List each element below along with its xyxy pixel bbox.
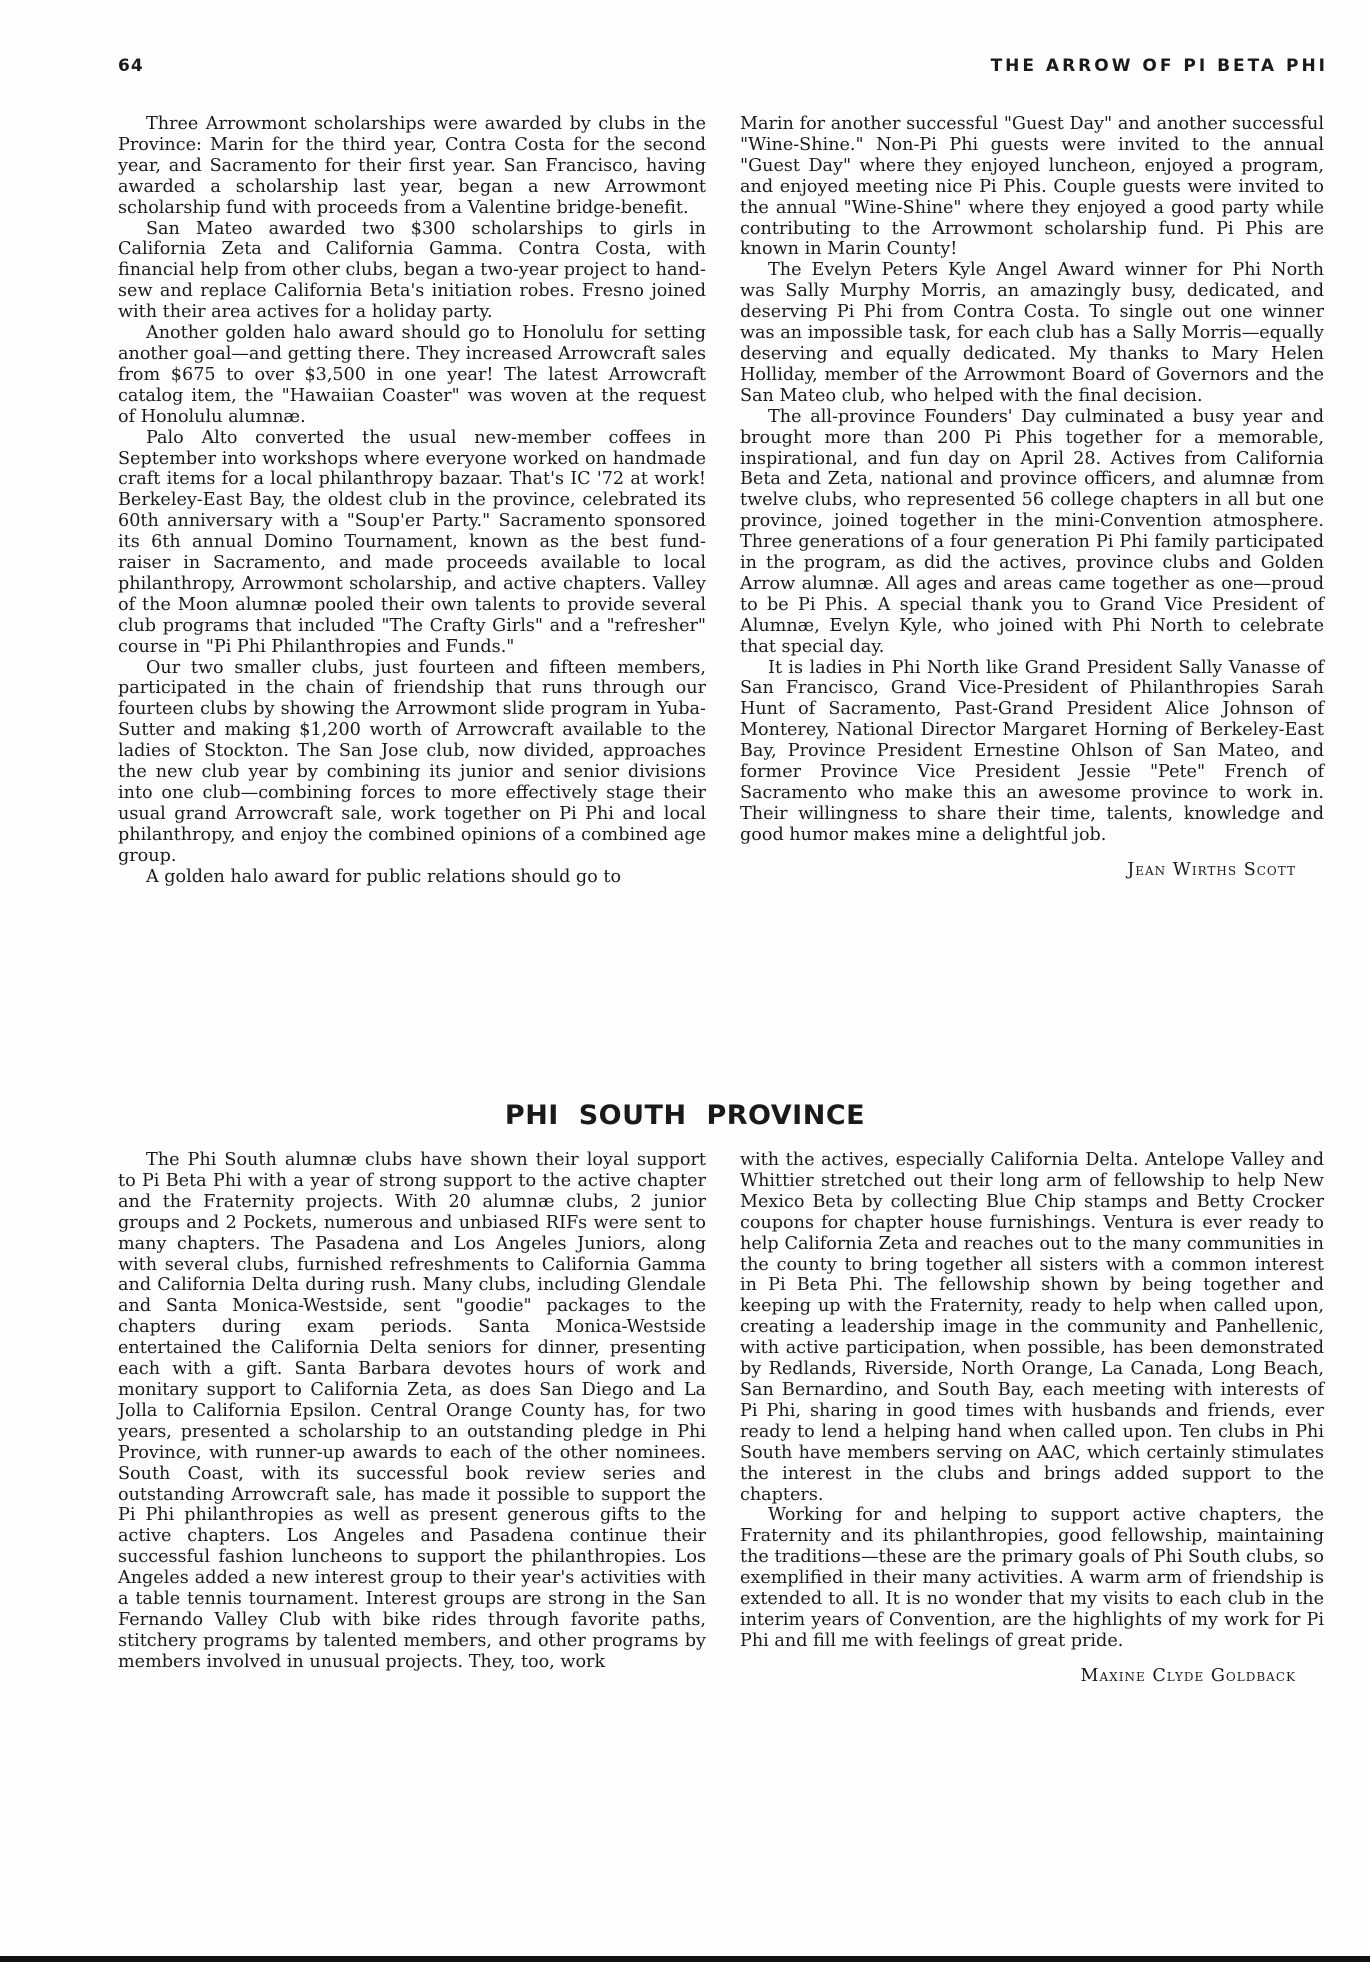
paragraph: A golden halo award for public relations should go to [146,866,622,887]
phi-north-right-column [740,114,1324,881]
journal-title: THE ARROW OF PI BETA PHI [990,56,1328,76]
paragraph: San Mateo awarded two $300 scholarships to girls in California Zeta and California Gamma. Contra Costa, with financial help from other clubs, began a two-year project to hand-sew and replace California Beta's initiation robes. Fresno joined with their area actives for a holiday party. [118,218,706,323]
author-signature: Jean Wirths Scott [1127,859,1296,880]
paragraph: Another golden halo award should go to Honolulu for setting another goal—and getting there. They increased Arrowcraft sales from $675 to over $3,500 in one year! The latest Arrowcraft catalog item, the "Hawaiian Coaster" was woven at the request of Honolulu alumnæ. [118,323,706,427]
paragraph: Palo Alto converted the usual new-member coffees in September into workshops where everyone worked on handmade craft items for a local philanthropy bazaar. That's IC '72 at work! Berkeley-East Bay, the oldest club in the province, celebrated its 60th anniversary with a "Soup'er Party." Sacramento sponsored its 6th annual Domino Tournament, known as the best fund-raiser in Sacramento, and made proceeds available to local philanthropy, Arrowmont scholarship, and active chapters. Valley of the Moon alumnæ pooled their own talents to provide several club programs that included "The Crafty Girls" and a "refresher" course in "Pi Phi Philanthropies and Funds." [118,427,706,657]
page-number: 64 [118,56,144,76]
phi-north-left-column [118,114,706,888]
scan-edge [0,1956,1370,1962]
author-signature: Maxine Clyde Goldback [1080,1665,1296,1686]
paragraph: The all-province Founders' Day culminated a busy year and brought more than 200 Pi Phis together for a memorable, inspirational, and fun day on April 28. Actives from California Beta and Zeta, national and province officers, and alumnæ from twelve clubs, who represented 56 college chapters in all but one province, joined together in the mini-Convention atmosphere. Three generations of a four generation Pi Phi family participated in the program, as did the actives, province clubs and Golden Arrow alumnæ. All ages and areas came together as one—proud to be Pi Phis. A special thank you to Grand Vice President of Alumnæ, Evelyn Kyle, who joined with Phi North to celebrate that special day. [740,406,1324,657]
paragraph: Three Arrowmont scholarships were awarded by clubs in the Province: Marin for the third year, Contra Costa for the second year, and Sacramento for their first year. San Francisco, having awarded a scholarship last year, began a new Arrowmont scholarship fund with proceeds from a Valentine bridge-benefit. [118,114,706,218]
paragraph: The Evelyn Peters Kyle Angel Award winner for Phi North was Sally Murphy Morris, an amazingly busy, dedicated, and deserving Pi Phi from Contra Costa. To single out one winner was an impossible task, for each club has a Sally Morris—equally deserving and equally dedicated. My thanks to Mary Helen Holliday, member of the Arrowmont Board of Governors and the San Mateo club, who helped with the final decision. [740,260,1324,406]
paragraph: The Phi South alumnæ clubs have shown their loyal support to Pi Beta Phi with a year of strong support to the active chapter and the Fraternity projects. With 20 alumnæ clubs, 2 junior groups and 2 Pockets, numerous and unbiased RIFs were sent to many chapters. The Pasadena and Los Angeles Juniors, along with several clubs, furnished refreshments to California Gamma and California Delta during rush. Many clubs, including Glendale and Santa Monica-Westside, sent "goodie" packages to the chapters during exam periods. Santa Monica-Westside entertained the California Delta seniors for dinner, presenting each with a gift. Santa Barbara devotes hours of work and monitary support to California Zeta, as does San Diego and La Jolla to California Epsilon. Central Orange County has, for two years, presented a scholarship to an outstanding pledge in Phi Province, with runner-up awards to each of the other nominees. South Coast, with its successful book review series and outstanding Arrowcraft sale, has made it possible to support the Pi Phi philanthropies as well as present generous gifts to the active chapters. Los Angeles and Pasadena continue their successful fashion luncheons to support the philanthropies. Los Angeles added a new interest group to their year's activities with a table tennis tournament. Interest groups are strong in the San Fernando Valley Club with bike rides through favorite paths, stitchery programs by talented members, and other programs by members involved in unusual projects. They, too, work [118,1150,706,1672]
paragraph: Marin for another successful "Guest Day" and another successful "Wine-Shine." Non-Pi Phi guests were invited to the annual "Guest Day" where they enjoyed luncheon, enjoyed a program, and enjoyed meeting nice Pi Phis. Couple guests were invited to the annual "Wine-Shine" where they enjoyed a good party while contributing to the Arrowmont scholarship fund. Pi Phis are known in Marin County! [740,114,1324,260]
paragraph: with the actives, especially California Delta. Antelope Valley and Whittier stretched out their long arm of fellowship to help New Mexico Beta by collecting Blue Chip stamps and Betty Crocker coupons for chapter house furnishings. Ventura is ever ready to help California Zeta and reaches out to the many communities in the county to bring together all sisters with a common interest in Pi Beta Phi. The fellowship shown by being together and keeping up with the Fraternity, ready to help when called upon, creating a leadership image in the community and Panhellenic, with active participation, when possible, has been demonstrated by Redlands, Riverside, North Orange, La Canada, Long Beach, San Bernardino, and South Bay, each meeting with interests of Pi Phi, sharing in good times with husbands and friends, ever ready to lend a helping hand when called upon. Ten clubs in Phi South have members serving on AAC, which certainly stimulates the interest in the clubs and brings added support to the chapters. [740,1150,1324,1505]
paragraph: It is ladies in Phi North like Grand President Sally Vanasse of San Francisco, Grand Vice-President of Philanthropies Sarah Hunt of Sacramento, Past-Grand President Alice Johnson of Monterey, National Director Margaret Horning of Berkeley-East Bay, Province President Ernestine Ohlson of San Mateo, and former Province Vice President Jessie "Pete" French of Sacramento who make this an awesome province to work in. Their willingness to share their time, talents, knowledge and good humor makes mine a delightful job. [740,657,1324,845]
phi-south-right-column [740,1150,1324,1687]
running-header [118,56,1328,86]
phi-south-left-column [118,1150,706,1673]
paragraph: Our two smaller clubs, just fourteen and fifteen members, participated in the chain of friendship that runs through our fourteen clubs by showing the Arrowmont slide program in Yuba-Sutter and making $1,200 worth of Arrowcraft available to the ladies of Stockton. The San Jose club, now divided, approaches the new club year by combining its junior and senior divisions into one club—combining forces to more effectively stage their usual grand Arrowcraft sale, work together on Pi Phi and local philanthropy, and enjoy the combined opinions of a combined age group. [118,657,706,866]
section-heading: PHI SOUTH PROVINCE [504,1100,866,1131]
paragraph: Working for and helping to support active chapters, the Fraternity and its philanthropies, good fellowship, maintaining the traditions—these are the primary goals of Phi South clubs, so exemplified in their many activities. A warm arm of friendship is extended to all. It is no wonder that my visits to each club in the interim years of Convention, are the highlights of my work for Pi Phi and fill me with feelings of great pride. [740,1505,1324,1651]
